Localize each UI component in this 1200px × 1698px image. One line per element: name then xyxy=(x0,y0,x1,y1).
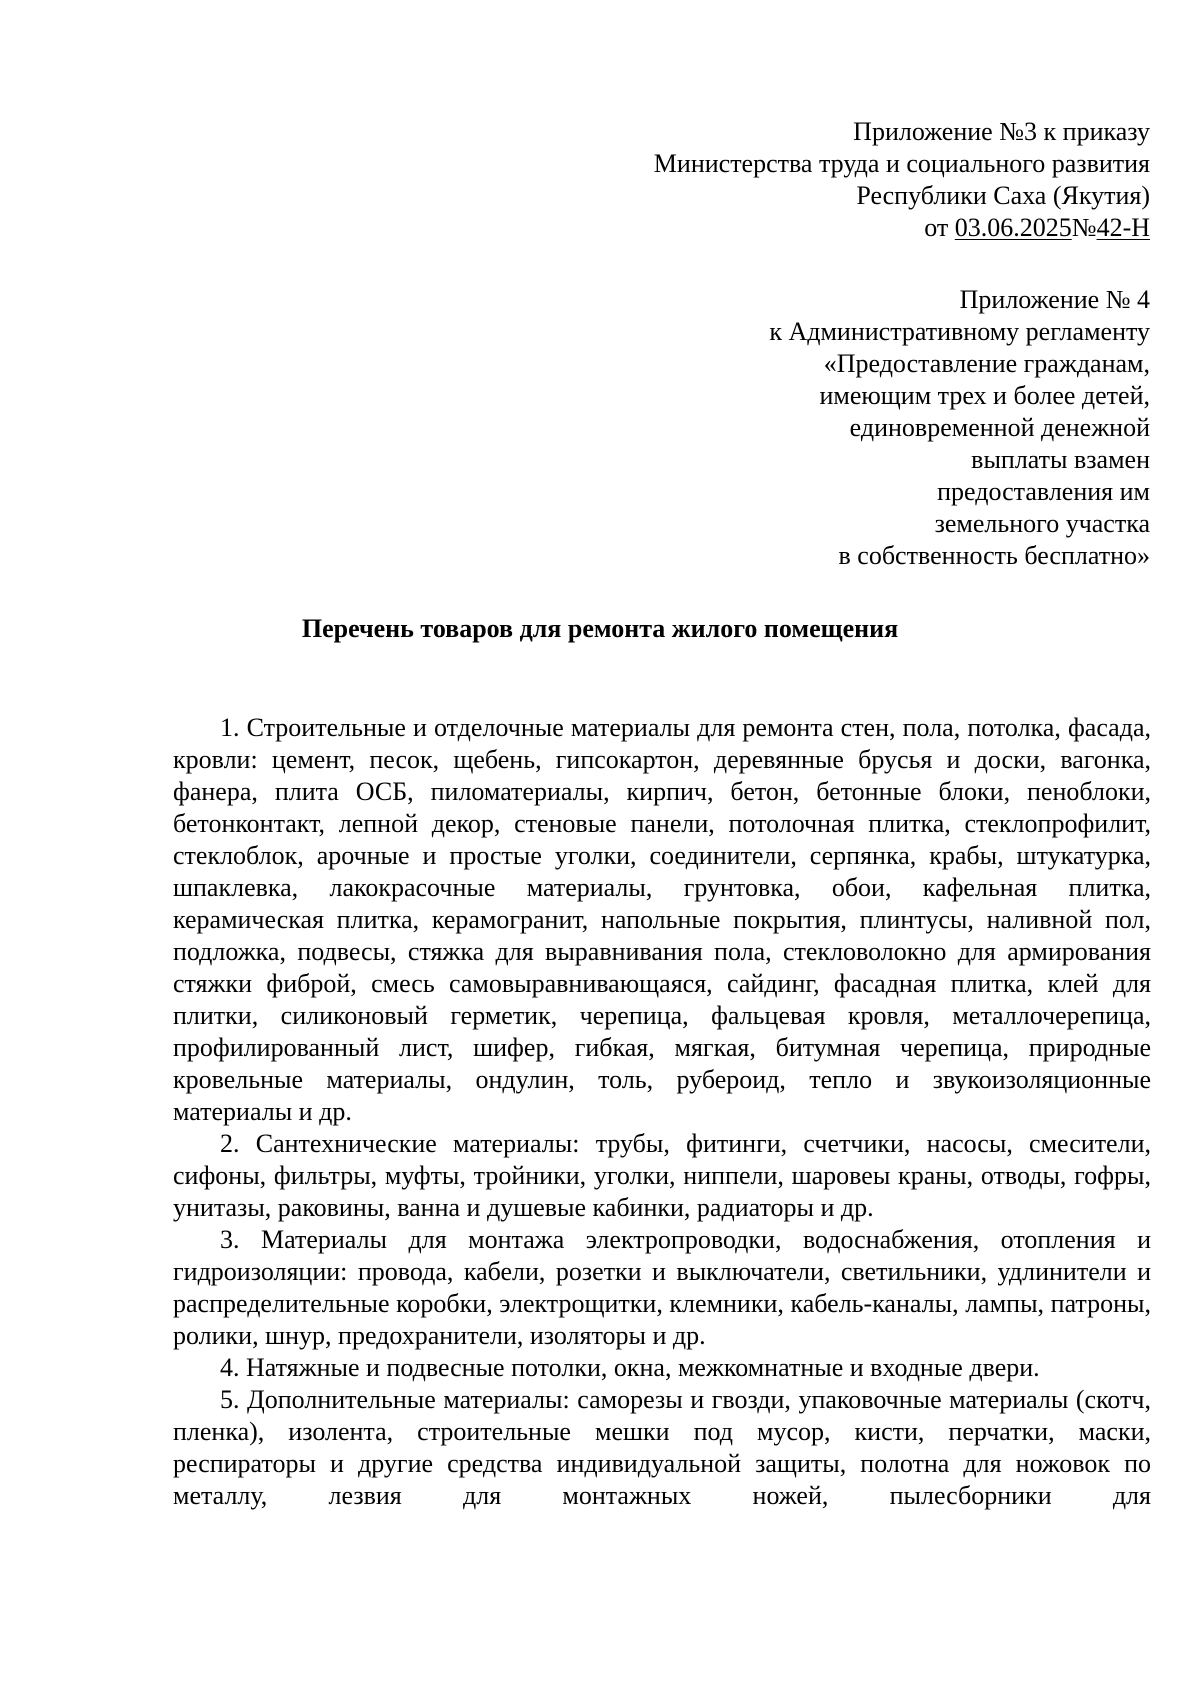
regulation-attachment-header xyxy=(769,284,1150,572)
list-item-5: 5. Дополнительные материалы: саморезы и гвозди, упаковочные материалы (скотч, пленка), изолента, строительные мешки под мусор, кисти, перчатки, маски, респираторы и другие средства индивидуальной защиты, полотна для ножовок по металлу, лезвия для монтажных ножей, пылесборники для xyxy=(173,1385,1151,1510)
list-item-1: 1. Строительные и отделочные материалы для ремонта стен, пола, потолка, фасада, кровли: цемент, песок, щебень, гипсокартон, деревянные брусья и доски, вагонка, фанера, плита ОСБ, пиломатериалы, кирпич, бетон, бетонные блоки, пеноблоки, бетонконтакт, лепной декор, стеновые панели, потолочная плитка, стеклопрофилит, стеклоблок, арочные и простые уголки, соединители, серпянка, крабы, штукатурка, шпаклевка, лакокрасочные материалы, грунтовка, обои, кафельная плитка, керамическая плитка, керамогранит, напольные покрытия, плинтусы, наливной пол, подложка, подвесы, стяжка для выравнивания пола, стекловолокно для армирования стяжки фиброй, смесь самовыравнивающаяся, сайдинг, фасадная плитка, клей для плитки, силиконовый герметик, черепица, фальцевая кровля, металлочерепица, профилированный лист, шифер, гибкая, мягкая, битумная черепица, природные кровельные материалы, ондулин, толь, рубероид, тепло и звукоизоляционные материалы и др. xyxy=(173,713,1151,1126)
regulation-header-line: предоставления им xyxy=(937,477,1150,506)
regulation-header-line: к Административному регламенту xyxy=(769,317,1150,346)
order-number-sign: № xyxy=(1071,213,1097,242)
regulation-header-line: Приложение № 4 xyxy=(959,285,1150,314)
document-title: Перечень товаров для ремонта жилого помещения xyxy=(301,614,899,643)
order-header-line-3: Республики Саха (Якутия) xyxy=(856,181,1150,210)
list-item-3: 3. Материалы для монтажа электропроводки, водоснабжения, отопления и гидроизоляции: провода, кабели, розетки и выключатели, светильники, удлинители и распределительные коробки, электрощитки, клемники, кабель-каналы, лампы, патроны, ролики, шнур, предохранители, изоляторы и др. xyxy=(173,1225,1151,1350)
list-item-2: 2. Сантехнические материалы: трубы, фитинги, счетчики, насосы, смесители, сифоны, фильтры, муфты, тройники, уголки, ниппели, шаровеы краны, отводы, гофры, унитазы, раковины, ванна и душевые кабинки, радиаторы и др. xyxy=(173,1129,1151,1222)
regulation-header-line: в собственность бесплатно» xyxy=(838,541,1150,570)
order-header-line-2: Министерства труда и социального развития xyxy=(653,149,1150,178)
order-date-line xyxy=(654,212,1150,244)
regulation-header-line: выплаты взамен xyxy=(971,445,1150,474)
regulation-header-line: имеющим трех и более детей, xyxy=(819,381,1150,410)
regulation-header-line: «Предоставление гражданам, xyxy=(823,349,1150,378)
order-attachment-header xyxy=(654,116,1150,244)
list-item-4: 4. Натяжные и подвесные потолки, окна, межкомнатные и входные двери. xyxy=(220,1353,1040,1382)
regulation-header-line: единовременной денежной xyxy=(849,413,1150,442)
regulation-header-line: земельного участка xyxy=(934,509,1150,538)
order-date-prefix: от xyxy=(924,213,955,242)
goods-list xyxy=(173,712,1151,1512)
order-date: 03.06.2025 xyxy=(954,213,1072,242)
order-number: 42-Н xyxy=(1096,213,1150,242)
order-header-line-1: Приложение №3 к приказу xyxy=(853,117,1150,146)
